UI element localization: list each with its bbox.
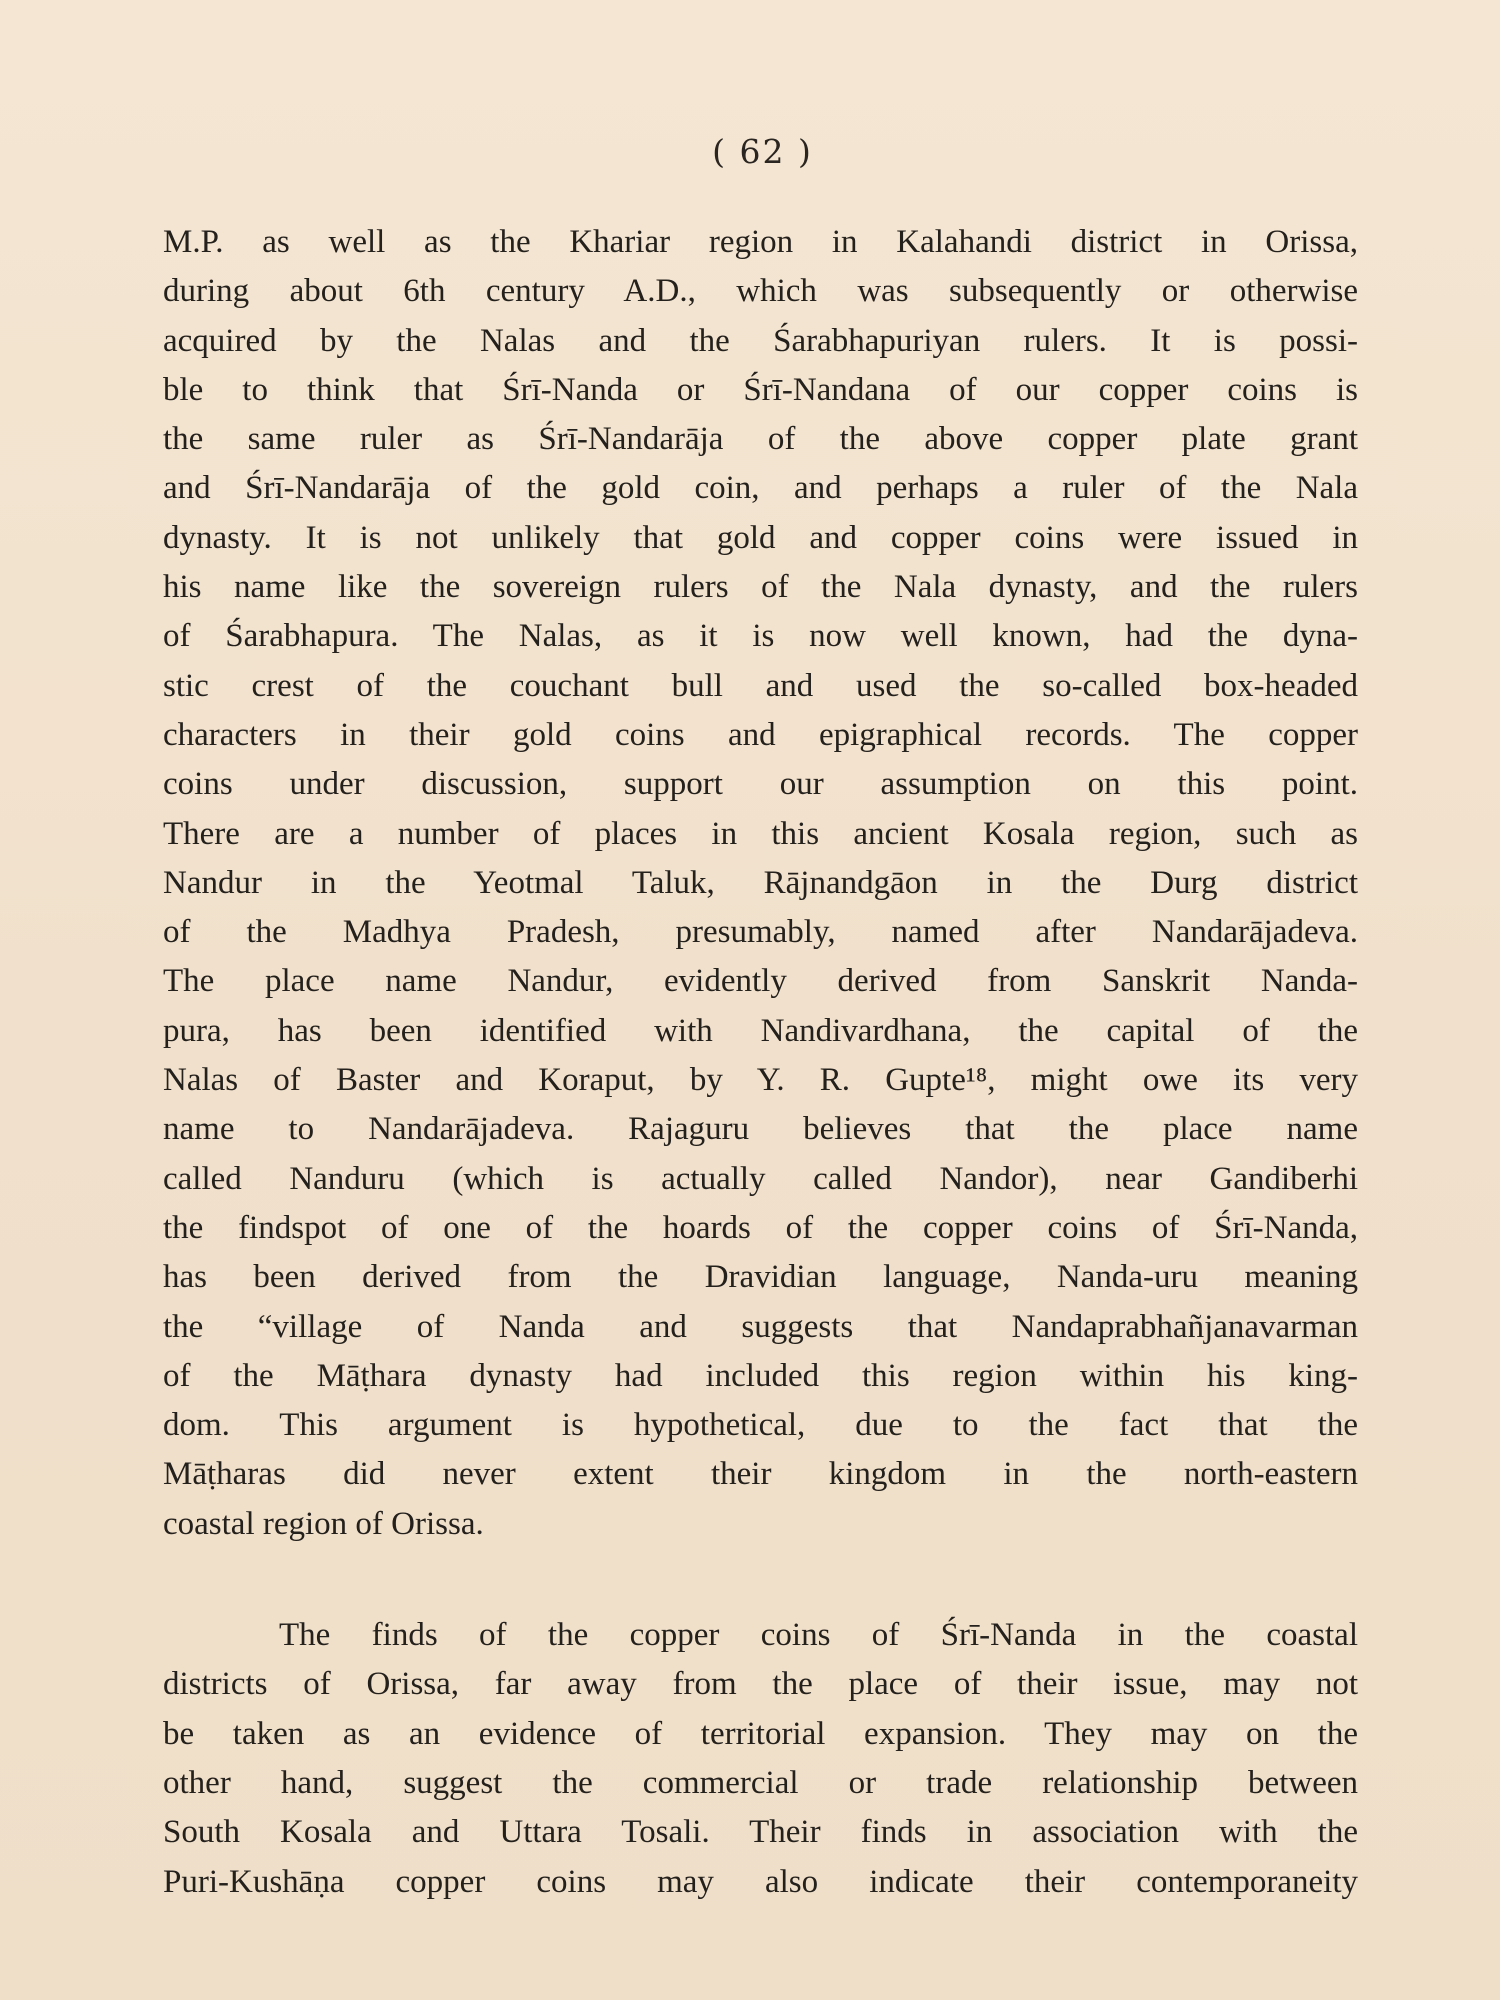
text-line: pura, has been identified with Nandivardhana, the capital of the [163, 1012, 1358, 1049]
text-line: There are a number of places in this ancient Kosala region, such as [163, 815, 1358, 852]
text-line: be taken as an evidence of territorial expansion. They may on the [163, 1715, 1358, 1752]
text-line: dynasty. It is not unlikely that gold and copper coins were issued in [163, 519, 1358, 556]
text-line: characters in their gold coins and epigraphical records. The copper [163, 716, 1358, 753]
text-line: called Nanduru (which is actually called Nandor), near Gandiberhi [163, 1160, 1358, 1197]
text-line: The finds of the copper coins of Śrī-Nanda in the coastal [279, 1617, 1358, 1654]
text-line: of the Māṭhara dynasty had included this region within his king- [163, 1357, 1358, 1394]
body-text [163, 218, 1358, 1907]
page-number: ( 62 ) [712, 132, 813, 171]
text-line: has been derived from the Dravidian language, Nanda-uru meaning [163, 1259, 1358, 1296]
text-line: stic crest of the couchant bull and used the so-called box-headed [163, 667, 1358, 704]
text-line: dom. This argument is hypothetical, due to the fact that the [163, 1407, 1358, 1444]
text-line: during about 6th century A.D., which was subsequently or otherwise [163, 273, 1358, 310]
text-line: Nandur in the Yeotmal Taluk, Rājnandgāon in the Durg district [163, 864, 1358, 901]
text-line: districts of Orissa, far away from the place of their issue, may not [163, 1666, 1358, 1703]
text-line: the findspot of one of the hoards of the copper coins of Śrī-Nanda, [163, 1209, 1358, 1246]
text-line: acquired by the Nalas and the Śarabhapuriyan rulers. It is possi- [163, 322, 1358, 359]
paragraph-1 [163, 218, 1358, 1549]
text-line: M.P. as well as the Khariar region in Kalahandi district in Orissa, [163, 224, 1358, 260]
text-line: his name like the sovereign rulers of the Nala dynasty, and the rulers [163, 569, 1358, 606]
text-line: coastal region of Orissa. [163, 1505, 484, 1542]
text-line: Māṭharas did never extent their kingdom in the north-eastern [163, 1456, 1358, 1493]
text-line: the “village of Nanda and suggests that Nandaprabhañjanavarman [163, 1308, 1358, 1345]
text-line: and Śrī-Nandarāja of the gold coin, and perhaps a ruler of the Nala [163, 470, 1358, 507]
text-line: name to Nandarājadeva. Rajaguru believes that the place name [163, 1111, 1358, 1148]
text-line: coins under discussion, support our assumption on this point. [163, 766, 1358, 803]
paragraph-gap [163, 1549, 1358, 1611]
paragraph-2 [163, 1611, 1358, 1907]
text-line: The place name Nandur, evidently derived from Sanskrit Nanda- [163, 963, 1358, 1000]
text-line: of the Madhya Pradesh, presumably, named after Nandarājadeva. [163, 914, 1358, 951]
text-line: the same ruler as Śrī-Nandarāja of the above copper plate grant [163, 421, 1358, 458]
text-line: ble to think that Śrī-Nanda or Śrī-Nandana of our copper coins is [163, 371, 1358, 408]
text-line: of Śarabhapura. The Nalas, as it is now well known, had the dyna- [163, 618, 1358, 655]
text-line: Puri-Kushāṇa copper coins may also indicate their contemporaneity [163, 1863, 1358, 1900]
text-line: other hand, suggest the commercial or trade relationship between [163, 1764, 1358, 1801]
text-line: South Kosala and Uttara Tosali. Their finds in association with the [163, 1814, 1358, 1851]
text-line: Nalas of Baster and Koraput, by Y. R. Gupte¹⁸, might owe its very [163, 1062, 1358, 1099]
